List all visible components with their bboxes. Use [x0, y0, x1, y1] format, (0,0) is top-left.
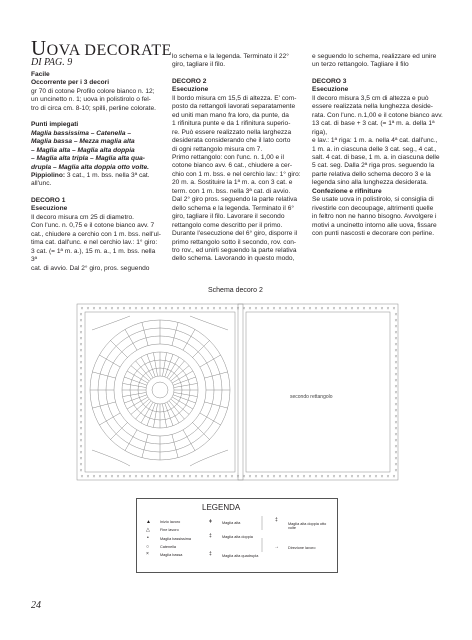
- decoro1-text: Il decoro misura cm 25 di diametro. Con l'unc. n. 0,75 e il cotone bianco avv. 7 cat., chiudere a cerchio con 1 m. bss. nell'ul- tima cat. dall'unc. e nel cerchio lav.: 1° giro: 3 cat. (= 1ª m. a.), 15 m. a., 1 m. bss. nella 3ª cat. di avvio. Dal 2° giro, pros. seguendo: [31, 213, 161, 272]
- svg-text:×: ×: [164, 306, 168, 312]
- svg-text:×: ×: [86, 474, 90, 480]
- svg-text:×: ×: [79, 414, 83, 420]
- decoro3-heading: DECORO 3: [312, 77, 347, 85]
- svg-text:×: ×: [140, 474, 144, 480]
- svg-text:×: ×: [206, 474, 210, 480]
- diagram-title: Schema decoro 2: [208, 287, 263, 294]
- svg-text:×: ×: [374, 306, 378, 312]
- svg-text:×: ×: [79, 444, 83, 450]
- svg-text:×: ×: [394, 402, 398, 408]
- svg-text:×: ×: [284, 474, 288, 480]
- pippiolino-text: Pippiolino: 3 cat., 1 m. bss. nella 3ª cat.: [31, 171, 150, 179]
- svg-text:×: ×: [380, 306, 384, 312]
- svg-text:×: ×: [248, 474, 252, 480]
- svg-text:×: ×: [362, 474, 366, 480]
- svg-text:×: ×: [344, 474, 348, 480]
- svg-text:×: ×: [122, 474, 126, 480]
- svg-text:×: ×: [79, 450, 83, 456]
- svg-text:×: ×: [242, 474, 246, 480]
- svg-text:×: ×: [394, 426, 398, 432]
- second-rectangle-label: secondo rettangolo: [290, 394, 333, 400]
- svg-text:×: ×: [394, 390, 398, 396]
- svg-text:×: ×: [79, 354, 83, 360]
- legend-title: LEGENDA: [202, 503, 241, 512]
- svg-text:×: ×: [290, 306, 294, 312]
- svg-text:×: ×: [110, 306, 114, 312]
- svg-text:×: ×: [146, 306, 150, 312]
- svg-text:×: ×: [392, 474, 396, 480]
- svg-text:×: ×: [158, 306, 162, 312]
- svg-text:×: ×: [290, 474, 294, 480]
- svg-text:×: ×: [394, 378, 398, 384]
- svg-text:×: ×: [374, 474, 378, 480]
- svg-text:×: ×: [218, 306, 222, 312]
- svg-text:×: ×: [79, 384, 83, 390]
- svg-text:×: ×: [394, 342, 398, 348]
- svg-text:×: ×: [356, 474, 360, 480]
- svg-text:×: ×: [188, 474, 192, 480]
- svg-text:×: ×: [302, 306, 306, 312]
- svg-text:×: ×: [236, 474, 240, 480]
- svg-text:×: ×: [278, 306, 282, 312]
- svg-text:×: ×: [79, 366, 83, 372]
- svg-text:×: ×: [296, 306, 300, 312]
- svg-text:×: ×: [79, 438, 83, 444]
- legend-item-chain: Catenella: [160, 545, 177, 549]
- svg-text:×: ×: [394, 318, 398, 324]
- page-number: 24: [31, 600, 41, 611]
- svg-text:×: ×: [218, 474, 222, 480]
- legend-item-quadruple-crochet: Maglia alta quadrupla: [222, 554, 259, 558]
- svg-text:×: ×: [266, 306, 270, 312]
- svg-text:×: ×: [320, 474, 324, 480]
- svg-text:×: ×: [194, 474, 198, 480]
- svg-text:×: ×: [80, 306, 84, 312]
- svg-text:×: ×: [344, 306, 348, 312]
- svg-text:×: ×: [394, 468, 398, 474]
- svg-text:×: ×: [362, 306, 366, 312]
- legend-item-double-crochet: Maglia alta: [222, 521, 241, 525]
- svg-text:×: ×: [79, 318, 83, 324]
- svg-text:×: ×: [394, 444, 398, 450]
- svg-text:×: ×: [230, 474, 234, 480]
- svg-text:×: ×: [332, 474, 336, 480]
- svg-text:×: ×: [158, 474, 162, 480]
- svg-text:×: ×: [79, 360, 83, 366]
- svg-text:×: ×: [146, 474, 150, 480]
- svg-text:×: ×: [394, 348, 398, 354]
- svg-text:×: ×: [79, 456, 83, 462]
- svg-text:×: ×: [79, 390, 83, 396]
- svg-text:×: ×: [152, 474, 156, 480]
- svg-text:×: ×: [92, 474, 96, 480]
- svg-text:×: ×: [394, 312, 398, 318]
- column-3: e seguendo lo schema, realizzare ed unire un terzo rettangolo. Tagliare il filo DECORO 3 Esecuzione Il decoro misura 3,5 cm di altezza e può essere realizzata nella lunghezza deside- rata. Con l'unc. n.1,00 e il cotone bianco avv. 13 cat. di base + 3 cat. (= 1ª m. a. della 1ª riga), e lav.: 1ª riga: 1 m. a. nella 4ª cat. dall'unc., 1 m. a. in ciascuna delle 3 cat. seg., 4 cat., salt. 4 cat. di base, 1 m. a. in ciascuna delle 5 cat. seg. Dalla 2ª riga pros. seguendo la parte relativa dello schema decoro 3 e la legenda sino alla lunghezza desiderata. Confezione e rifiniture Se usate uova in polistirolo, si consiglia di rivestirle con decoupage, altrimenti quelle in feltro non ne hanno bisogno. Avvolgere i motivi a uncinetto intorno alle uova, fissare con punti nascosti e decorare con perline.: [312, 53, 445, 239]
- svg-text:×: ×: [104, 474, 108, 480]
- svg-text:×: ×: [254, 306, 258, 312]
- decoro2-text: Il bordo misura cm 15,5 di altezza. E' com- posto da rettangoli lavorati separatamente ed uniti man mano fra loro, da punte, da 1 rifinitura punte e da 1 rifinitura superio- re. Può essere realizzato nella larghezza desiderata considerando che il lato corto di ogni rettangolo misura cm 7.: [172, 94, 297, 153]
- svg-text:×: ×: [224, 306, 228, 312]
- svg-text:×: ×: [272, 306, 276, 312]
- materials-text: gr 70 di cotone Profilo colore bianco n. 12; un uncinetto n. 1; uova in polistirolo o fel- tro di circa cm. 8-10; spilli, perline colorate.: [31, 87, 156, 112]
- page-reference: DI PAG. 9: [31, 57, 73, 68]
- column-2: lo schema e la legenda. Terminato il 22° giro, tagliare il filo. DECORO 2 Esecuzione Il bordo misura cm 15,5 di altezza. E' com- posto da rettangoli lavorati separatamente ed uniti man mano fra loro, da punte, da 1 rifinitura punte e da 1 rifinitura superio- re. Può essere realizzato nella larghezza desiderata considerando che il lato corto di ogni rettangolo misura cm 7. Primo rettangolo: con l'unc. n. 1,00 e il cotone bianco avv. 6 cat., chiudere a cer- chio con 1 m. bss. e nel cerchio lav.: 1° giro: 20 m. a. Sostituire la 1ª m. a. con 3 cat. e term. con 1 m. bss. nella 3ª cat. di avvio. Dal 2° giro pros. seguendo la parte relativa dello schema e la legenda. Terminato il 6° giro, tagliare il filo. Lavorare il secondo rettangolo come descritto per il primo. Durante l'esecuzione del 6° giro, disporre il primo rettangolo sotto il secondo, rov. con- tro rov., ed unirli seguendo la parte relativa dello schema. Lavorando in questo modo,: [172, 53, 306, 264]
- svg-text:×: ×: [394, 372, 398, 378]
- svg-text:×: ×: [230, 306, 234, 312]
- svg-text:×: ×: [79, 336, 83, 342]
- svg-text:×: ×: [122, 306, 126, 312]
- svg-text:×: ×: [79, 468, 83, 474]
- stitches-heading: Punti impiegati: [31, 121, 79, 129]
- svg-text:×: ×: [79, 420, 83, 426]
- decoro2-execution-heading: Esecuzione: [172, 86, 209, 94]
- svg-text:×: ×: [296, 474, 300, 480]
- svg-text:×: ×: [140, 306, 144, 312]
- svg-text:×: ×: [134, 474, 138, 480]
- stitches-list: Maglia bassissima – Catenella – Maglia bassa – Mezza maglia alta – Maglia alta – Maglia alta doppia – Maglia alta tripla – Maglia alta qua- drupla – Maglia alta doppia otto volte.: [31, 129, 149, 171]
- article-title: UOVA DECORATE: [31, 36, 172, 60]
- svg-text:×: ×: [200, 474, 204, 480]
- svg-text:×: ×: [260, 306, 264, 312]
- svg-text:×: ×: [80, 474, 84, 480]
- svg-text:×: ×: [308, 306, 312, 312]
- svg-text:×: ×: [79, 372, 83, 378]
- svg-text:×: ×: [128, 306, 132, 312]
- svg-text:×: ×: [308, 474, 312, 480]
- svg-text:×: ×: [320, 306, 324, 312]
- svg-text:×: ×: [350, 306, 354, 312]
- svg-text:×: ×: [356, 306, 360, 312]
- single-crochet-icon: ×: [146, 551, 149, 557]
- svg-text:×: ×: [116, 474, 120, 480]
- quadruple-crochet-icon: ‡: [209, 551, 212, 557]
- svg-text:×: ×: [152, 306, 156, 312]
- svg-text:×: ×: [236, 306, 240, 312]
- svg-text:×: ×: [79, 396, 83, 402]
- svg-text:×: ×: [212, 306, 216, 312]
- svg-text:×: ×: [326, 474, 330, 480]
- svg-text:×: ×: [386, 474, 390, 480]
- svg-text:×: ×: [326, 306, 330, 312]
- svg-text:×: ×: [170, 306, 174, 312]
- svg-text:×: ×: [182, 306, 186, 312]
- svg-text:×: ×: [79, 426, 83, 432]
- svg-text:×: ×: [394, 354, 398, 360]
- svg-text:×: ×: [176, 306, 180, 312]
- svg-text:×: ×: [79, 408, 83, 414]
- decoro3-execution-heading: Esecuzione: [312, 86, 349, 94]
- svg-text:×: ×: [98, 306, 102, 312]
- chain-icon: ○: [146, 544, 150, 550]
- legend-item-start: Inizio lavoro: [160, 520, 181, 524]
- svg-text:×: ×: [394, 432, 398, 438]
- svg-text:×: ×: [386, 306, 390, 312]
- work-direction-icon: →: [274, 544, 279, 550]
- column-1: Facile Occorrente per i 3 decori gr 70 di cotone Profilo colore bianco n. 12; un uncinetto n. 1; uova in polistirolo o fel- tro di circa cm. 8-10; spilli, perline colorate. Punti impiegati Maglia bassissima – Catenella – Maglia bassa – Mezza maglia alta – Maglia alta – Maglia alta doppia – Maglia alta tripla – Maglia alta qua- drupla – Maglia alta doppia otto volte. Pippiolino: 3 cat., 1 m. bss. nella 3ª cat. all'unc. DECORO 1 Esecuzione Il decoro misura cm 25 di diametro. Con l'unc. n. 0,75 e il cotone bianco avv. 7 cat., chiudere a cerchio con 1 m. bss. nell'ul- tima cat. dall'unc. e nel cerchio lav.: 1° giro: 3 cat. (= 1ª m. a.), 15 m. a., 1 m. bss. nella 3ª cat. di avvio. Dal 2° giro, pros. seguendo: [31, 71, 161, 272]
- svg-text:×: ×: [278, 474, 282, 480]
- decoro2-heading: DECORO 2: [172, 77, 207, 85]
- svg-text:×: ×: [170, 474, 174, 480]
- treble-crochet-icon: ‡: [209, 533, 212, 539]
- difficulty-label: Facile: [31, 71, 50, 78]
- svg-text:×: ×: [394, 438, 398, 444]
- legend-item-work-direction: Direzione lavoro: [288, 546, 316, 550]
- svg-text:×: ×: [98, 474, 102, 480]
- svg-text:×: ×: [394, 336, 398, 342]
- svg-text:×: ×: [394, 330, 398, 336]
- svg-text:×: ×: [368, 474, 372, 480]
- materials-heading: Occorrente per i 3 decori: [31, 79, 110, 87]
- svg-text:×: ×: [302, 474, 306, 480]
- double-crochet-icon: ǂ: [209, 519, 212, 525]
- decoro1-heading: DECORO 1: [31, 196, 66, 204]
- svg-text:×: ×: [182, 474, 186, 480]
- svg-text:×: ×: [79, 312, 83, 318]
- legend-item-end: Fine lavoro: [160, 528, 179, 532]
- legend-item-eight-times-crochet: Maglia alta doppia otto volte: [288, 522, 327, 530]
- svg-text:×: ×: [200, 306, 204, 312]
- svg-text:×: ×: [79, 324, 83, 330]
- svg-text:×: ×: [394, 456, 398, 462]
- end-symbol-icon: △: [146, 527, 150, 533]
- svg-text:×: ×: [394, 408, 398, 414]
- svg-text:×: ×: [176, 474, 180, 480]
- svg-text:×: ×: [104, 306, 108, 312]
- svg-text:×: ×: [284, 306, 288, 312]
- decoro3-text: Il decoro misura 3,5 cm di altezza e può essere realizzata nella lunghezza deside- rata. Con l'unc. n.1,00 e il cotone bianco avv. 13 cat. di base + 3 cat. (= 1ª m. a. della 1ª riga), e lav.: 1ª riga: 1 m. a. nella 4ª cat. dall'unc., 1 m. a. in ciascuna delle 3 cat. seg., 4 cat., salt. 4 cat. di base, 1 m. a. in ciascuna delle 5 cat. seg. Dalla 2ª riga pros. seguendo la parte relativa dello schema decoro 3 e la legenda sino alla lunghezza desiderata.: [312, 94, 443, 187]
- svg-text:×: ×: [79, 462, 83, 468]
- start-symbol-icon: ▲: [146, 519, 151, 525]
- svg-text:×: ×: [394, 324, 398, 330]
- svg-text:×: ×: [394, 366, 398, 372]
- legend-item-treble-crochet: Maglia alta doppia: [222, 535, 253, 539]
- svg-text:×: ×: [212, 474, 216, 480]
- svg-text:×: ×: [392, 306, 396, 312]
- svg-text:×: ×: [134, 306, 138, 312]
- svg-text:×: ×: [394, 384, 398, 390]
- svg-text:×: ×: [368, 306, 372, 312]
- svg-text:×: ×: [79, 402, 83, 408]
- eight-times-crochet-icon: ‡: [275, 517, 278, 523]
- svg-text:×: ×: [86, 306, 90, 312]
- svg-text:×: ×: [128, 474, 132, 480]
- svg-text:×: ×: [394, 420, 398, 426]
- svg-text:×: ×: [79, 342, 83, 348]
- svg-text:×: ×: [332, 306, 336, 312]
- svg-text:×: ×: [394, 414, 398, 420]
- svg-text:×: ×: [188, 306, 192, 312]
- svg-text:×: ×: [260, 474, 264, 480]
- finishing-heading: Confezione e rifiniture: [312, 187, 382, 195]
- svg-text:×: ×: [394, 462, 398, 468]
- svg-text:×: ×: [314, 306, 318, 312]
- svg-text:×: ×: [79, 378, 83, 384]
- svg-text:×: ×: [79, 348, 83, 354]
- legend-item-single-crochet: Maglia bassa: [160, 553, 183, 557]
- svg-text:×: ×: [164, 474, 168, 480]
- svg-text:×: ×: [206, 306, 210, 312]
- svg-text:×: ×: [116, 306, 120, 312]
- finishing-text: Se usate uova in polistirolo, si consiglia di rivestirle con decoupage, altrimenti quelle in feltro non ne hanno bisogno. Avvolgere i motivi a uncinetto intorno alle uova, fissare con punti nascosti e decorare con perline.: [312, 196, 437, 238]
- svg-text:×: ×: [79, 330, 83, 336]
- svg-text:×: ×: [224, 474, 228, 480]
- svg-text:×: ×: [194, 306, 198, 312]
- svg-text:×: ×: [92, 306, 96, 312]
- decoro1-execution-heading: Esecuzione: [31, 205, 68, 213]
- svg-text:×: ×: [394, 396, 398, 402]
- svg-text:×: ×: [248, 306, 252, 312]
- svg-text:×: ×: [350, 474, 354, 480]
- svg-text:×: ×: [79, 432, 83, 438]
- svg-text:×: ×: [380, 474, 384, 480]
- first-rectangle-text: Primo rettangolo: con l'unc. n. 1,00 e il cotone bianco avv. 6 cat., chiudere a cer- chio con 1 m. bss. e nel cerchio lav.: 1° giro: 20 m. a. Sostituire la 1ª m. a. con 3 cat. e term. con 1 m. bss. nella 3ª cat. di avvio. Dal 2° giro pros. seguendo la parte relativa dello schema e la legenda. Terminato il 6° giro, tagliare il filo. Lavorare il secondo rettangolo come descritto per il primo. Durante l'esecuzione del 6° giro, disporre il primo rettangolo sotto il secondo, rov. con- tro rov., ed unirli seguendo la parte relativa dello schema. Lavorando in questo modo,: [172, 153, 301, 263]
- slip-stitch-icon: •: [147, 535, 149, 541]
- svg-text:×: ×: [338, 474, 342, 480]
- svg-text:×: ×: [338, 306, 342, 312]
- svg-text:×: ×: [110, 474, 114, 480]
- legend-item-slip-stitch: Maglia bassissima: [160, 537, 192, 541]
- svg-text:×: ×: [254, 474, 258, 480]
- svg-text:×: ×: [314, 474, 318, 480]
- svg-text:×: ×: [394, 450, 398, 456]
- svg-text:×: ×: [272, 474, 276, 480]
- svg-text:×: ×: [266, 474, 270, 480]
- svg-text:×: ×: [242, 306, 246, 312]
- svg-text:×: ×: [394, 360, 398, 366]
